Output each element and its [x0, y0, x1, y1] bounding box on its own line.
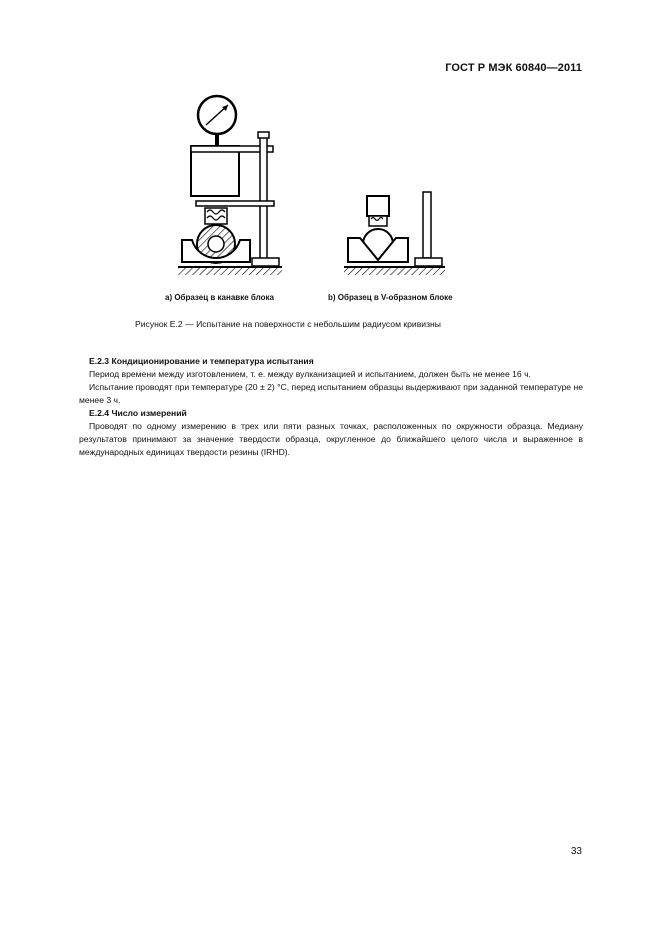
- drawing-a: [178, 96, 282, 275]
- drawing-b: [344, 192, 445, 275]
- paragraph: Проводят по одному измерению в трех или пяти разных точках, расположенных по окружности образца. Медиану результатов принимают за значение твердости образца, округленное до ближайшего целого числа и выраженное в международных единицах твердости резины (IRHD).: [79, 421, 583, 457]
- section-e23: [79, 355, 583, 407]
- figure-e2-drawing: [170, 92, 470, 282]
- paragraph: Период времени между изготовлением, т. е. между вулканизацией и испытанием, должен быть не менее 16 ч.: [89, 369, 531, 379]
- subcaption-b: b) Образец в V-образном блоке: [328, 293, 453, 302]
- section-heading: Е.2.4 Число измерений: [89, 408, 187, 418]
- test-figure: [170, 92, 470, 282]
- figure-caption: Рисунок Е.2 — Испытание на поверхности с небольшим радиусом кривизны: [135, 319, 441, 329]
- paragraph: Испытание проводят при температуре (20 ± 2) °С, перед испытанием образцы выдерживают при заданной температуре не менее 3 ч.: [79, 382, 583, 405]
- section-heading: Е.2.3 Кондиционирование и температура испытания: [89, 356, 314, 366]
- page-number: 33: [570, 846, 582, 857]
- subcaption-a: а) Образец в канавке блока: [165, 293, 274, 302]
- section-e24: [79, 407, 583, 459]
- standard-header: ГОСТ Р МЭК 60840—2011: [445, 62, 582, 74]
